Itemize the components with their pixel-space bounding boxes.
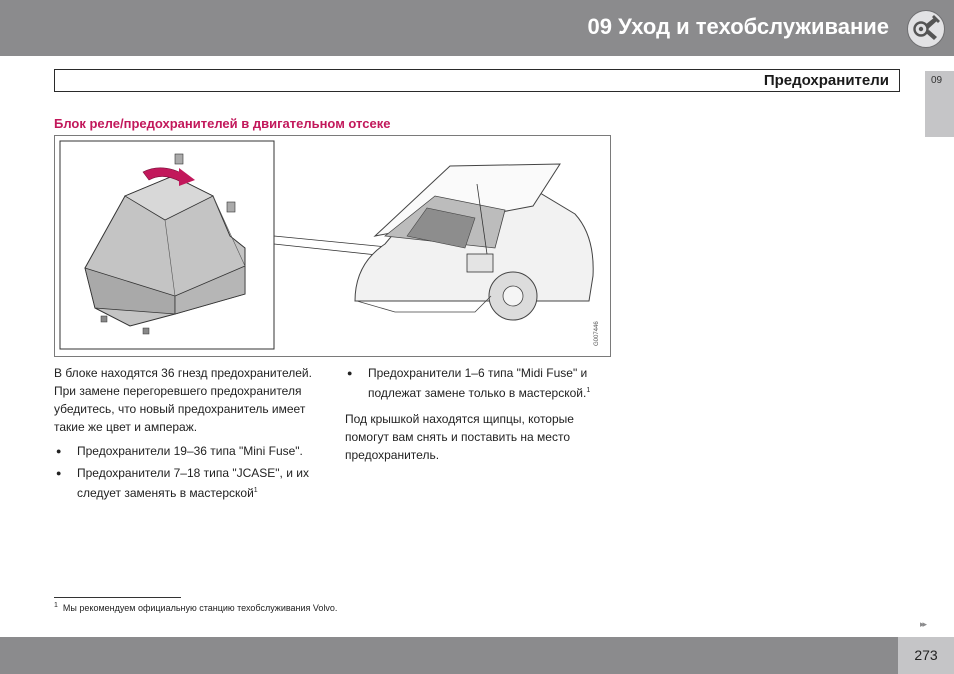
- footnote-divider: [54, 597, 181, 598]
- subheading: Блок реле/предохранителей в двигательном отсеке: [54, 116, 391, 131]
- list-item: ● Предохранители 19–36 типа "Mini Fuse".: [54, 442, 316, 460]
- footnote: $^1$ Мы рекомендуем официальную станцию техобслуживания Volvo.: [54, 602, 338, 613]
- footnote-ref: 1: [586, 387, 591, 394]
- chapter-title: 09 Уход и техобслуживание: [587, 14, 889, 39]
- page-number-tab: [898, 637, 954, 674]
- page-number: 273: [914, 647, 938, 663]
- wrench-icon: [907, 10, 945, 48]
- tongs-paragraph: Под крышкой находятся щипцы, которые помогут вам снять и поставить на место предохранитель.: [345, 412, 574, 462]
- text-column-right: [345, 364, 615, 470]
- section-title: Предохранители: [763, 72, 889, 89]
- fuse-box-illustration: [54, 135, 611, 357]
- list-item: ● Предохранители 1–6 типа "Midi Fuse" и подлежат замене только в мастерской.$^1$: [345, 364, 615, 402]
- section-bar: [54, 69, 900, 92]
- text-column-left: [54, 364, 316, 506]
- intro-paragraph: В блоке находятся 36 гнезд предохранителей. При замене перегоревшего предохранителя убедитесь, что новый предохранитель имеет такие же цвет и ампераж.: [54, 366, 312, 434]
- chapter-tab[interactable]: [925, 71, 954, 137]
- chapter-tab-label: 09: [931, 75, 943, 86]
- page-footer: [0, 637, 954, 674]
- figure-code: G007446: [594, 321, 600, 346]
- page-header: [0, 0, 954, 56]
- list-item: ● Предохранители 7–18 типа "JCASE", и их следует заменять в мастерской$^1$: [54, 464, 316, 502]
- next-page-arrows[interactable]: ▸▸: [920, 619, 926, 629]
- footnote-ref: 1: [253, 487, 258, 494]
